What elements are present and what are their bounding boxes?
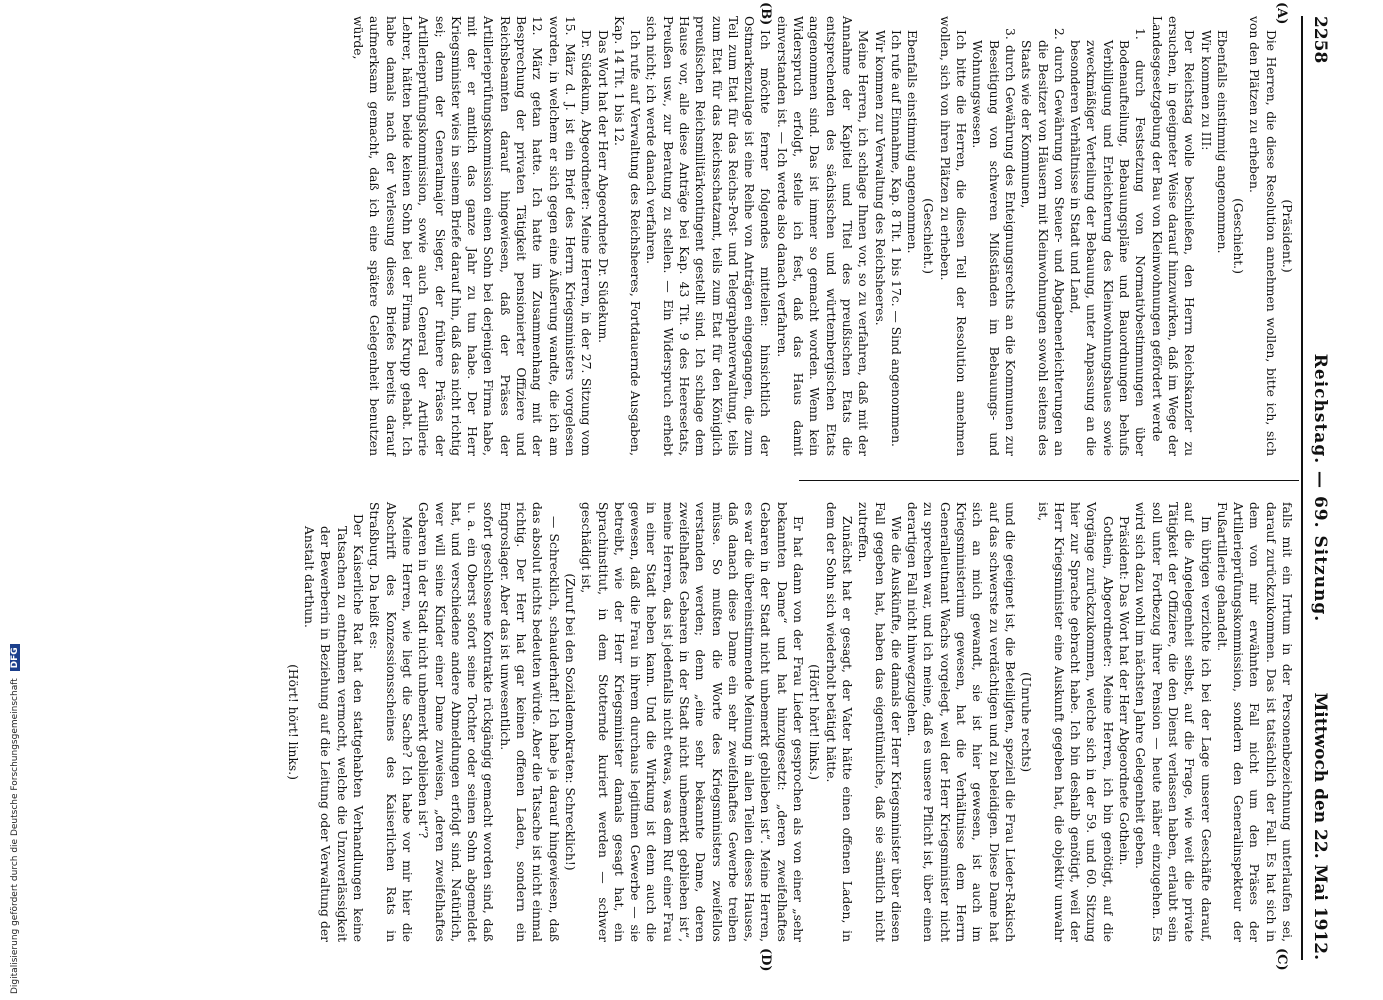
- paragraph: falls mit ein Irrtum in der Personenbezeichnung unterlaufen sei, darauf zurückzukommen. Das ist tatsächlich der Fall. Es hat sich in dem von mir erwähnten Fall nicht um den Präses der Artillerieprüfungskommission, sondern den Generalinspekteur der Fußartillerie gehandelt.: [1214, 502, 1294, 942]
- resolution-item: 2. durch Gewährung von Steuer- und Abgabenerleichterungen an die Besitzer von Häusern mit Kleinwohnungen sowohl seitens des Staats wie der Kommunen,: [1019, 28, 1066, 456]
- paragraph: Ich möchte ferner folgendes mitteilen: hinsichtlich der Ostmarkenzulage ist eine Reihe von Anträgen eingegangen, die zum Teil zum Etat für das Reichs-Post- und Telegraphenverwaltung, teils zum Etat für das Reichsschatzamt, teils zum Etat für den Königlich preußischen Reichsmilitärkontingent gestellt sind. Ich schlage dem Hause vor, alle diese Anträge bei Kap. 43 Tit. 9 des Heeresetats, Preußen usw., zur Beratung zu stellen. — Ein Widerspruch erhebt sich nicht; ich werde danach verfahren.: [644, 16, 773, 456]
- quotation: Der Kaiserliche Rat hat den stattgehabten Verhandlungen keine Tatsachen zu entnehmen vermocht, welche die Unzuverlässigkeit der Bewerberin in Beziehung auf die Leitung oder Verwaltung der Anstalt darthun.: [302, 514, 366, 942]
- paragraph: Wie die Auskünfte, die damals der Herr Kriegsminister über diesen Fall gegeben hat, haben das eigentümliche, daß sie sämtlich nicht zutreffen.: [856, 502, 903, 942]
- stage-direction: (Hört! hört! links.): [807, 664, 822, 780]
- margin-marker-b: (B): [758, 2, 773, 26]
- speaker-note: (Präsident.): [1280, 199, 1294, 273]
- paragraph: Die Herren, die diese Resolution annehmen wollen, bitte ich, sich von den Plätzen zu erheben.: [1247, 16, 1278, 456]
- page-title: Reichstag. — 69. Sitzung.: [1310, 353, 1330, 623]
- digitization-footer: [10, 644, 20, 994]
- paragraph: Er hat dann von der Frau Lieder gesprochen als von einer „sehr bekannten Dame“ und hat hinzugesetzt: „deren zweifelhaftes Gebaren in der Stadt nicht unbemerkt geblieben ist“. Meine Herren, es war die übereinstimmende Meinung in allen Teilen dieses Hauses, daß danach diese Dame ein sehr zweifelhaftes Gewerbe treiben müsse. So mußten die Worte des Kriegsministers zweifellos verstanden werden; denn „eine sehr bekannte Dame, deren zweifelhaftes Gebaren in der Stadt nicht unbemerkt geblieben ist“, meine Herren, das ist jedenfalls nicht etwas, was dem Ruf einer Frau in einer Stadt heben kann. Und die Wirkung ist denn auch die gewesen, daß die Frau in ihrem durchaus legitimen Gewerbe — sie betreibt, wie der Herr Kriegsminister damals gesagt hat, ein Sprachinstitut, in dem Stotternde kuriert werden — schwer geschädigt ist,: [579, 502, 806, 942]
- resolution-item: 3. durch Gewährung des Enteignungsrechts an die Kommunen zur Beseitigung von schweren Mißständen im Bebauungs- und Wohnungswesen.: [970, 28, 1017, 456]
- stage-direction: (Geschieht.): [921, 198, 936, 274]
- resolution-text: Der Reichstag wolle beschließen, den Herrn Reichskanzler zu ersuchen, in geeigneter Weise darauf hinzuwirken, daß im Wege der Landesgesetzgebung der Bau von Kleinwohnungen gefördert werde: [1149, 16, 1197, 456]
- paragraph: Präsident: Das Wort hat der Herr Abgeordnete Gothein.: [1117, 516, 1132, 866]
- paragraph: Ich rufe auf Einnahme, Kap. 8 Tit. 1 bis 17c. — Sind angenommen.: [888, 30, 903, 447]
- running-header: [1305, 16, 1333, 960]
- left-column: [350, 16, 1295, 456]
- paragraph: Meine Herren, wie liegt die Sache? Ich habe vor mir hier die Abschrift des Konzessionsscheines des Kaiserlichen Rats in Straßburg. Da heißt es:: [367, 502, 414, 942]
- stage-direction: (Unruhe rechts): [1019, 672, 1034, 772]
- paragraph: Wir kommen zur Verwaltung des Reichsheeres.: [872, 30, 887, 326]
- paragraph: — Schrecklich, schauderhaft! Ich habe ja darauf hingewiesen, daß das absolut nichts bedeuten würde. Aber die Tatsache ist nicht einmal richtig. Der Herr hat gar keinen offenen Laden, sondern ein Engroslager. Aber das ist unwesentlich.: [497, 502, 561, 942]
- paragraph: Ebenfalls einstimmig angenommen.: [905, 30, 920, 254]
- paragraph: Ich rufe auf Verwaltung des Reichsheeres, Fortdauernde Ausgaben, Kap. 14 Tit. 1 bis 12.: [611, 16, 643, 456]
- paragraph: Wir kommen zu III:: [1198, 30, 1213, 151]
- paragraph: sofort geschlossene Kontrakte rückgängig gemacht worden sind, daß u. a. ein Oberst sofort seine Tochter oder seinen Sohn abgemeldet hat, und verschiedene andere Abmeldungen erfolgt sind. Natürlich, wer will seine Kinder einer Dame zuweisen, „deren zweifelhaftes Gebaren in der Stadt nicht unbemerkt geblieben ist“?: [416, 502, 496, 942]
- dfg-logo: DFG: [10, 644, 20, 671]
- paragraph: Zunächst hat er gesagt, der Vater hätte einen offenen Laden, in dem der Sohn sich wiederholt betätigt hätte.: [823, 502, 854, 942]
- stage-direction: (Zuruf bei den Sozialdemokraten: Schrecklich!): [562, 573, 577, 871]
- paragraph: Das Wort hat der Herr Abgeordnete Dr. Südekum.: [595, 30, 610, 344]
- column-divider: [799, 480, 1299, 481]
- header-rule: [1301, 16, 1303, 960]
- paragraph: Meine Herren, ich schlage Ihnen vor, so zu verfahren, daß mit der Annahme der Kapitel und Titel des preußischen Etats die entsprechenden des sächsischen und württembergischen Etats angenommen sind. Das ist immer so gemacht worden. Wenn kein Widerspruch erfolgt, stelle ich fest, daß das Haus damit einverstanden ist. — Ich werde also danach verfahren.: [774, 16, 871, 456]
- right-column: [285, 502, 1295, 942]
- paragraph: und die geeignet ist, die Beteiligten, speziell die Frau Lieder-Rakisch auf das schwerste zu verdächtigen und zu beleidigen. Diese Dame hat sich an mich gewandt, sie ist hier gewesen, ist auch im Kriegsministerium gewesen, hat die Verhältnisse dem Herrn Generalleutnant Wachs vorgelegt, weil der Herr Kriegsminister nicht zu sprechen war, und ich meine, daß es unsere Pflicht ist, über einen derartigen Fall nicht hinwegzugehen.: [905, 502, 1017, 942]
- footer-text: Digitalisierung gefördert durch die Deutsche Forschungsgemeinschaft: [10, 678, 20, 994]
- paragraph: Ich bitte die Herren, die diesen Teil der Resolution annehmen wollen, sich von ihren Plätzen zu erheben.: [937, 16, 969, 456]
- rotated-page: [3, 2, 1333, 972]
- speech-paragraph: Dr. Südekum, Abgeordneter: Meine Herren, in der 27. Sitzung vom 15. März d. J. ist ein Brief des Herrn Kriegsministers vorgelesen worden, in welchem er sich gegen eine Äußerung wandte, die ich am 12. März getan hatte. Ich hatte im Zusammenhang mit der Besprechung der privaten Tätigkeit pensionierter Offiziere und Reichsbeamten darauf hingewiesen, daß der Präses der Artillerieprüfungskommission einen Sohn bei derjenigen Firma habe, mit der er amtlich das ganze Jahr zu tun habe. Der Herr Kriegsminister wies in seinem Briefe darauf hin, daß das nicht richtig sei; denn der Generalmajor Sieger, der frühere Präses der Artillerieprüfungskommission, sowie auch General der Artillerie Lehrer, hätten beide keinen Sohn bei der Firma Krupp gehabt. Ich habe damals nach der Verlesung dieses Briefes bereits darauf aufmerksam gemacht, daß ich eine spätere Gelegenheit benutzen würde,: [351, 16, 594, 456]
- stage-direction: (Hört! hört! links.): [285, 664, 300, 780]
- paragraph: Ebenfalls einstimmig angenommen.: [1214, 30, 1229, 254]
- stage-direction: (Geschieht.): [1231, 198, 1246, 274]
- paragraph: Im übrigen verzichte ich bei der Lage unserer Geschäfte darauf, auf die Angelegenheit selbst, auf die Frage, wie weit die private Tätigkeit der Offiziere, die den Dienst verlassen haben, erlaubt sein soll unter Fortbezug ihrer Pension — heute näher einzugehen. Es wird sich dazu wohl im nächsten Jahre Gelegenheit geben.: [1133, 502, 1213, 942]
- margin-marker-c: (C): [1274, 948, 1289, 971]
- speech-paragraph: Gothein, Abgeordneter: Meine Herren, ich bin genötigt, auf die Vorgänge zurückzukommen, welche sich in der 59. und 60. Sitzung hier zur Sprache gebracht habe. Ich bin deshalb genötigt, weil der Herr Kriegsminister eine Auskunft gegeben hat, die objektiv unwahr ist,: [1035, 502, 1115, 942]
- resolution-item: 1. durch Festsetzung von Normativbestimmungen über Bodenaufteilung, Bebauungspläne und Bauordnungen behufs Verbilligung und Erleichterung des Kleinwohnungsbaues sowie zweckmäßiger Verteilung der Bebauung, unter Anpassung an die besonderen Verhältnisse in Stadt und Land,: [1068, 28, 1148, 456]
- margin-marker-a: (A): [1274, 2, 1289, 25]
- page-number: 2258: [1310, 16, 1330, 64]
- session-date: Mittwoch den 22. Mai 1912.: [1310, 692, 1330, 960]
- margin-marker-d: (D): [758, 948, 773, 972]
